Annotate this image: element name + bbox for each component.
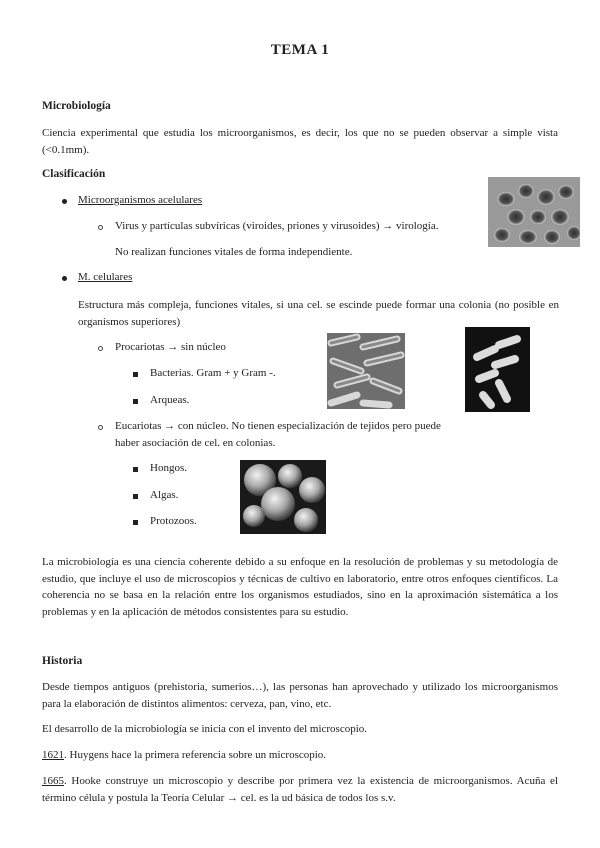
summary-paragraph: La microbiología es una ciencia coherente debido a su enfoque en la resolución de problemas y su metodología de estudio, que incluye el uso de microscopios y técnicas de cultivo en laboratorio, entre otros enfoques científicos. La coherencia no se basa en la relación entre los organismos estudiados, sino en la aproximación sistemática a los problemas y en la aplicación de métodos consistentes para su estudio. [42,556,558,618]
historia-paragraph-1: Desde tiempos antiguos (prehistoria, sumerios…), las personas han aprovechado y utilizado los microorganismos para la elaboración de distintos alimentos: cerveza, pan, vino, etc. [42,681,558,710]
bullet-square-icon [133,520,138,525]
yeast-cells-micrograph-icon [240,460,326,534]
bullet-circle-icon [98,346,103,351]
list-item-procariotas: Procariotas → sin núcleo [115,341,226,353]
event-text: . Hooke construye un microscopio y describe por primera vez la existencia de microorganismos. Acuña el término célula y postula la Teoría Celular → cel. es la ud básica de todos los s.v. [42,775,558,804]
definition-paragraph: Ciencia experimental que estudia los microorganismos, es decir, los que no se pueden observar a simple vista (<0.1mm). [42,127,558,156]
list-item-eucariotas: Eucariotas → con núcleo. No tienen especialización de tejidos pero puede haber asociación de cel. en colonias. [115,420,441,449]
virus-micrograph-icon [488,177,580,247]
list-item-arqueas: Arqueas. [150,394,190,406]
list-item-virus: Virus y partículas subvíricas (viroides, priones y virusoides) → virología. [115,220,439,232]
bullet-disc-icon [62,276,67,281]
event-year: 1621 [42,749,64,761]
bullet-disc-icon [62,199,67,204]
acelulares-note: No realizan funciones vitales de forma independiente. [115,246,353,258]
list-item-protozoos: Protozoos. [150,515,197,527]
history-event [42,747,558,764]
section-heading-clasificacion: Clasificación [42,168,106,180]
bullet-square-icon [133,467,138,472]
list-item-algas: Algas. [150,489,179,501]
rod-bacteria-dark-micrograph-icon [465,327,530,412]
event-text: . Huygens hace la primera referencia sobre un microscopio. [64,749,327,761]
list-item-celulares: M. celulares [78,271,133,283]
section-heading-historia: Historia [42,655,83,667]
bullet-square-icon [133,399,138,404]
celulares-description: Estructura más compleja, funciones vitales, si una cel. se escinde puede formar una colonia (no posible en organismos superiores) [78,299,559,328]
history-event [42,773,558,806]
section-heading-microbiologia: Microbiología [42,100,111,112]
bullet-circle-icon [98,425,103,430]
list-item-hongos: Hongos. [150,462,187,474]
list-item-acelulares: Microorganismos acelulares [78,194,203,206]
event-year: 1665 [42,775,64,787]
bullet-circle-icon [98,225,103,230]
rod-bacteria-micrograph-icon [327,333,405,409]
bullet-square-icon [133,372,138,377]
page-title: TEMA 1 [270,42,330,58]
list-item-bacterias: Bacterias. Gram + y Gram -. [150,367,276,379]
historia-paragraph-2: El desarrollo de la microbiología se inicia con el invento del microscopio. [42,723,368,735]
bullet-square-icon [133,494,138,499]
